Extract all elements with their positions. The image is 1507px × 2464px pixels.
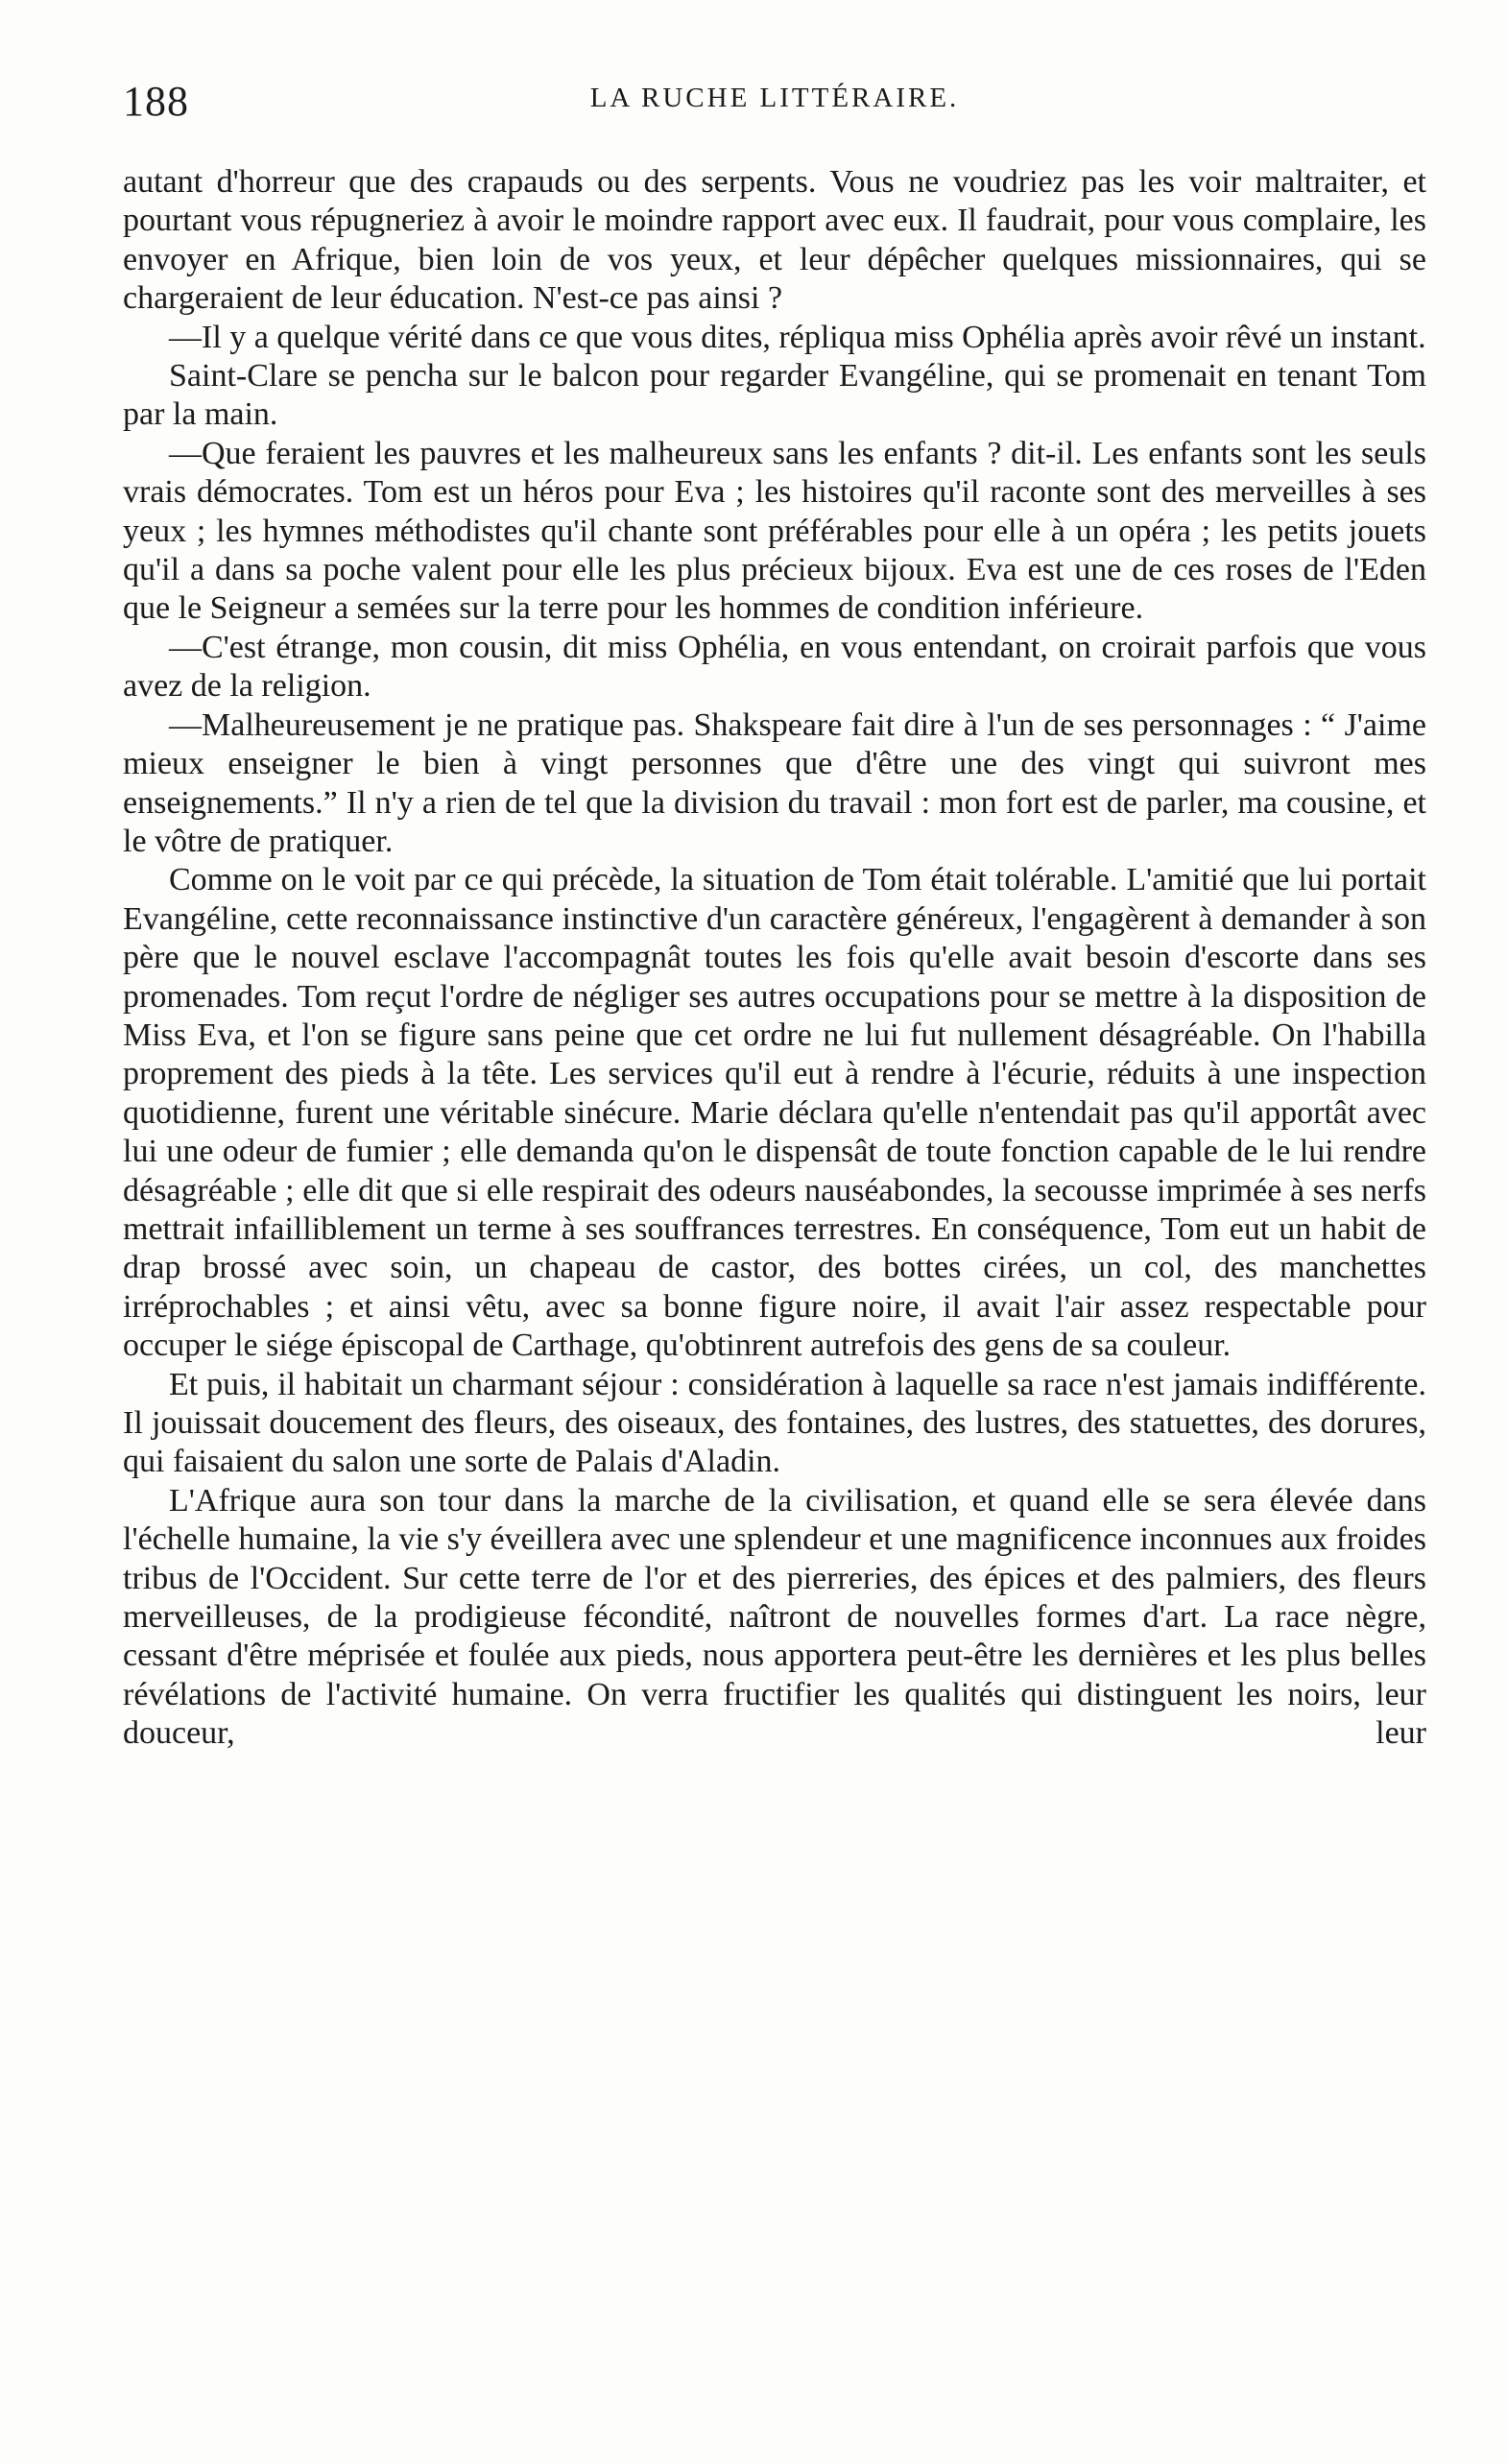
paragraph-3: Saint-Clare se pencha sur le balcon pour regarder Evangéline, qui se promenait en tenant Tom par la main. <box>123 358 1426 433</box>
paragraph-4: —Que feraient les pauvres et les malheureux sans les enfants ? dit-il. Les enfants sont les seuls vrais démocrates. Tom est un héros pour Eva ; les histoires qu'il raconte sont des merveilles à ses yeux ; les hymnes méthodistes qu'il chante sont préférables pour elle à un opéra ; les petits jouets qu'il a dans sa poche valent pour elle les plus précieux bijoux. Eva est une de ces roses de l'Eden que le Seigneur a semées sur la terre pour les hommes de condition inférieure. <box>123 435 1426 627</box>
paragraph-1: autant d'horreur que des crapauds ou des serpents. Vous ne voudriez pas les voir maltraiter, et pourtant vous répugneriez à avoir le moindre rapport avec eux. Il faudrait, pour vous complaire, les envoyer en Afrique, bien loin de vos yeux, et leur dépêcher quelques missionnaires, qui se chargeraient de leur éducation. N'est-ce pas ainsi ? <box>123 164 1426 317</box>
page-number: 188 <box>123 78 189 125</box>
paragraph-7: Comme on le voit par ce qui précède, la situation de Tom était tolérable. L'amitié que lui portait Evangéline, cette reconnaissance instinctive d'un caractère généreux, l'engagèrent à demander à son père que le nouvel esclave l'accompagnât toutes les fois qu'elle avait besoin d'escorte dans ses promenades. Tom reçut l'ordre de négliger ses autres occupations pour se mettre à la disposition de Miss Eva, et l'on se figure sans peine que cet ordre ne lui fut nullement désagréable. On l'habilla proprement des pieds à la tête. Les services qu'il eut à rendre à l'écurie, réduits à une inspection quotidienne, furent une véritable sinécure. Marie déclara qu'elle n'entendait pas qu'il apportât avec lui une odeur de fumier ; elle demanda qu'on le dispensât de toute fonction capable de le lui rendre désagréable ; elle dit que si elle respirait des odeurs nauséabondes, la secousse imprimée à ses nerfs mettrait infailliblement un terme à ses souffrances terrestres. En conséquence, Tom eut un habit de drap brossé avec soin, un chapeau de castor, des bottes cirées, un col, des manchettes irréprochables ; et ainsi vêtu, avec sa bonne figure noire, il avait l'air assez respectable pour occuper le siége épiscopal de Carthage, qu'obtinrent autrefois des gens de sa couleur. <box>123 862 1426 1364</box>
page-header <box>123 77 1426 134</box>
running-head: LA RUCHE LITTÉRAIRE. <box>589 83 960 113</box>
paragraph-5: —C'est étrange, mon cousin, dit miss Ophélia, en vous entendant, on croirait parfois que vous avez de la religion. <box>123 629 1426 705</box>
body-text <box>123 163 1426 1754</box>
paragraph-8: Et puis, il habitait un charmant séjour : considération à laquelle sa race n'est jamais indifférente. Il jouissait doucement des fleurs, des oiseaux, des fontaines, des lustres, des statuettes, des dorures, qui faisaient du salon une sorte de Palais d'Aladin. <box>123 1366 1426 1480</box>
paragraph-6: —Malheureusement je ne pratique pas. Shakspeare fait dire à l'un de ses personnages : “ J'aime mieux enseigner le bien à vingt personnes que d'être une des vingt qui suivront mes enseignements.” Il n'y a rien de tel que la division du travail : mon fort est de parler, ma cousine, et le vôtre de pratiquer. <box>123 706 1426 859</box>
paragraph-9: L'Afrique aura son tour dans la marche de la civilisation, et quand elle se sera élevée dans l'échelle humaine, la vie s'y éveillera avec une splendeur et une magnificence inconnues aux froides tribus de l'Occident. Sur cette terre de l'or et des pierreries, des épices et des palmiers, des fleurs merveilleuses, de la prodigieuse fécondité, naîtront de nouvelles formes d'art. La race nègre, cessant d'être méprisée et foulée aux pieds, nous apportera peut-être les dernières et les plus belles révélations de l'activité humaine. On verra fructifier les qualités qui distinguent les noirs, leur douceur, leur <box>123 1482 1426 1752</box>
paragraph-2: —Il y a quelque vérité dans ce que vous dites, répliqua miss Ophélia après avoir rêvé un instant. <box>169 319 1426 355</box>
